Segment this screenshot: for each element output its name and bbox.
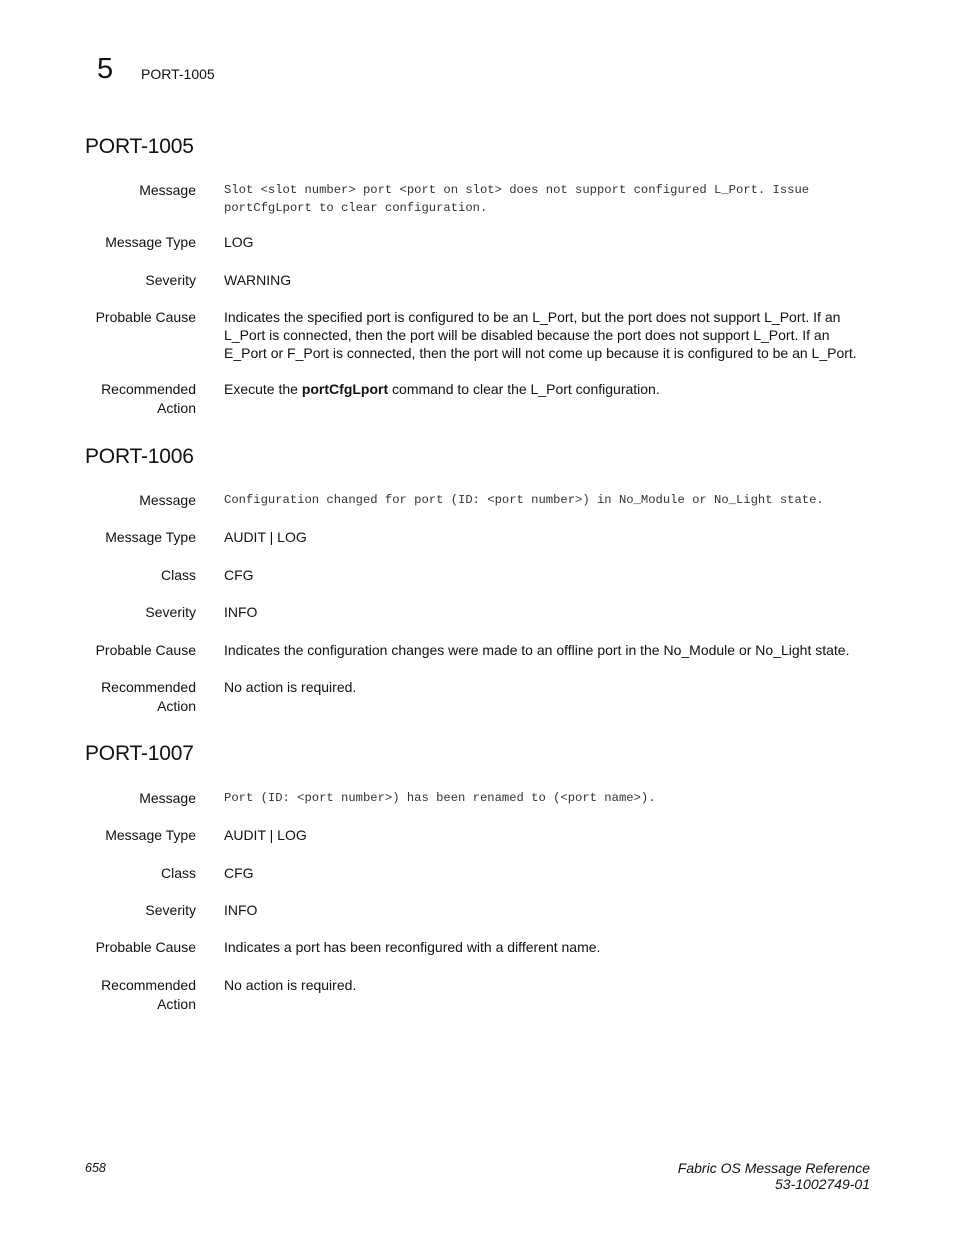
running-title: PORT-1005 [141, 66, 215, 82]
field-label: Probable Cause [95, 939, 196, 955]
field-label: Class [160, 865, 196, 881]
field-label: Message Type [105, 827, 196, 843]
field-value: No action is required. [224, 977, 357, 993]
command-name: portCfgLport [301, 381, 389, 397]
field-label: Probable Cause [95, 309, 196, 325]
field-value: No action is required. [224, 679, 357, 695]
field-value: WARNING [224, 272, 292, 288]
field-value: Execute the portCfgLport command to clear the L_Port configuration. [224, 381, 660, 397]
field-value: Indicates a port has been reconfigured with a different name. [224, 939, 601, 955]
field-label: Class [160, 567, 196, 583]
message-text: Configuration changed for port (ID: <port number>) in No_Module or No_Light state. [224, 493, 824, 507]
footer-book-info [678, 1160, 870, 1192]
field-label: Probable Cause [95, 642, 196, 658]
field-label: Severity [145, 902, 196, 918]
field-label: Recommended Action [101, 977, 196, 1012]
field-value: AUDIT | LOG [224, 529, 307, 545]
chapter-number: 5 [97, 53, 114, 85]
section-title: PORT-1005 [85, 135, 194, 158]
field-label: Severity [145, 604, 196, 620]
field-label: Message [139, 492, 196, 508]
field-label: Message Type [105, 529, 196, 545]
field-label: Recommended Action [101, 381, 196, 416]
field-label: Message Type [105, 234, 196, 250]
message-text: Slot <slot number> port <port on slot> does not support configured L_Port. Issue portCfgLport to clear configuration. [224, 183, 810, 215]
field-label: Recommended Action [101, 679, 196, 714]
message-text: Port (ID: <port number>) has been renamed to (<port name>). [224, 791, 656, 805]
field-value: LOG [224, 234, 254, 250]
field-label: Message [139, 790, 196, 806]
book-title: Fabric OS Message Reference [677, 1160, 870, 1176]
doc-number: 53-1002749-01 [775, 1176, 870, 1192]
field-value: CFG [224, 567, 254, 583]
field-value: INFO [224, 902, 258, 918]
field-label: Severity [145, 272, 196, 288]
field-value: INFO [224, 604, 258, 620]
section-title: PORT-1007 [85, 742, 194, 765]
section-title: PORT-1006 [85, 445, 194, 468]
field-value: Indicates the configuration changes were made to an offline port in the No_Module or No_Light state. [224, 642, 850, 658]
field-value: Indicates the specified port is configured to be an L_Port, but the port does not support L_Port. If an L_Port is connected, then the port will be disabled because the port does not support L_Port. If an E_Port or F_Port is connected, then the port will not come up because it is configured to be an L_Port. [224, 309, 857, 361]
page-number: 658 [85, 1161, 106, 1175]
field-value: AUDIT | LOG [224, 827, 307, 843]
field-value: CFG [224, 865, 254, 881]
field-label: Message [139, 182, 196, 198]
